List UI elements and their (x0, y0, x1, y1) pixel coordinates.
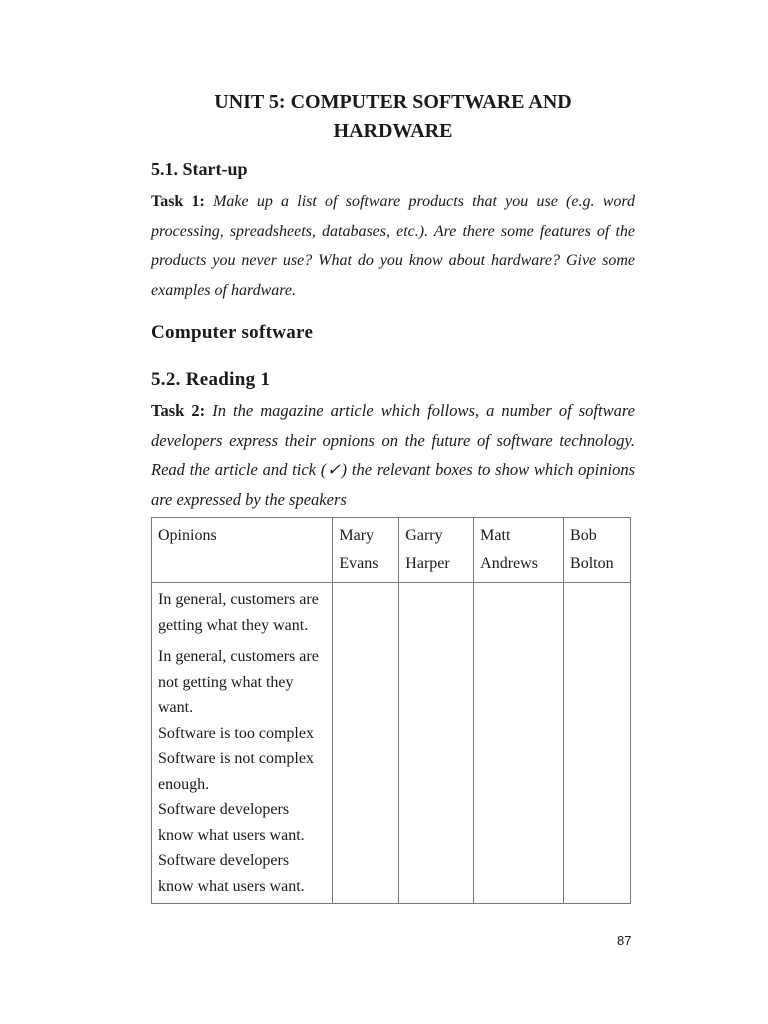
header-garry-first: Garry (405, 527, 443, 544)
page-number: 87 (617, 933, 632, 948)
header-matt-last: Andrews (480, 555, 538, 572)
task-1-text: Make up a list of software products that you use (e.g. word processing, spreadsheets, databases, etc.). Are there some features of the products you never use? What do you know about hardware? Give some examples of hardware. (151, 193, 635, 299)
header-bob-first: Bob (570, 527, 597, 544)
header-garry-last: Harper (405, 555, 450, 572)
header-opinions: Opinions (152, 518, 333, 583)
section-heading-computer-software: Computer software (151, 322, 314, 343)
header-garry-harper (399, 518, 474, 583)
header-matt-andrews (474, 518, 564, 583)
opinion-item: In general, customers are getting what they want. (158, 591, 319, 634)
opinion-item: Software is not complex enough. (158, 750, 314, 793)
opinion-item: Software is too complex (158, 724, 314, 742)
task-2-text: In the magazine article which follows, a number of software developers express their opnions on the future of software technology. Read the article and tick (✓) the relevant boxes to show which opinions are expressed by the speakers (151, 401, 635, 509)
unit-title-line-1: UNIT 5: COMPUTER SOFTWARE AND (214, 91, 572, 113)
header-mary-first: Mary (339, 527, 375, 544)
header-bob-last: Bolton (570, 555, 614, 572)
task-2-label: Task 2: (151, 401, 206, 420)
header-mary-last: Evans (339, 555, 379, 572)
opinions-cell (152, 583, 333, 904)
opinion-item: In general, customers are not getting what they want. (158, 648, 319, 716)
section-heading-startup: 5.1. Start-up (151, 159, 248, 179)
opinion-item: Software developers know what users want. (158, 852, 305, 895)
opinion-item: Software developers know what users want. (158, 801, 305, 844)
task-2-paragraph (151, 396, 635, 514)
header-mary-evans (333, 518, 399, 583)
header-matt-first: Matt (480, 527, 511, 544)
tick-box-garry-harper[interactable] (399, 583, 474, 904)
header-bob-bolton (564, 518, 631, 583)
unit-title-line-2: HARDWARE (333, 120, 453, 142)
opinions-table (151, 517, 631, 904)
section-heading-reading-1: 5.2. Reading 1 (151, 369, 271, 390)
task-1-paragraph (151, 187, 635, 305)
tick-box-matt-andrews[interactable] (474, 583, 564, 904)
table-header-row (152, 518, 631, 583)
tick-box-bob-bolton[interactable] (564, 583, 631, 904)
table-row (152, 583, 631, 904)
unit-title (150, 88, 636, 146)
tick-box-mary-evans[interactable] (333, 583, 399, 904)
task-1-label: Task 1: (151, 193, 205, 210)
